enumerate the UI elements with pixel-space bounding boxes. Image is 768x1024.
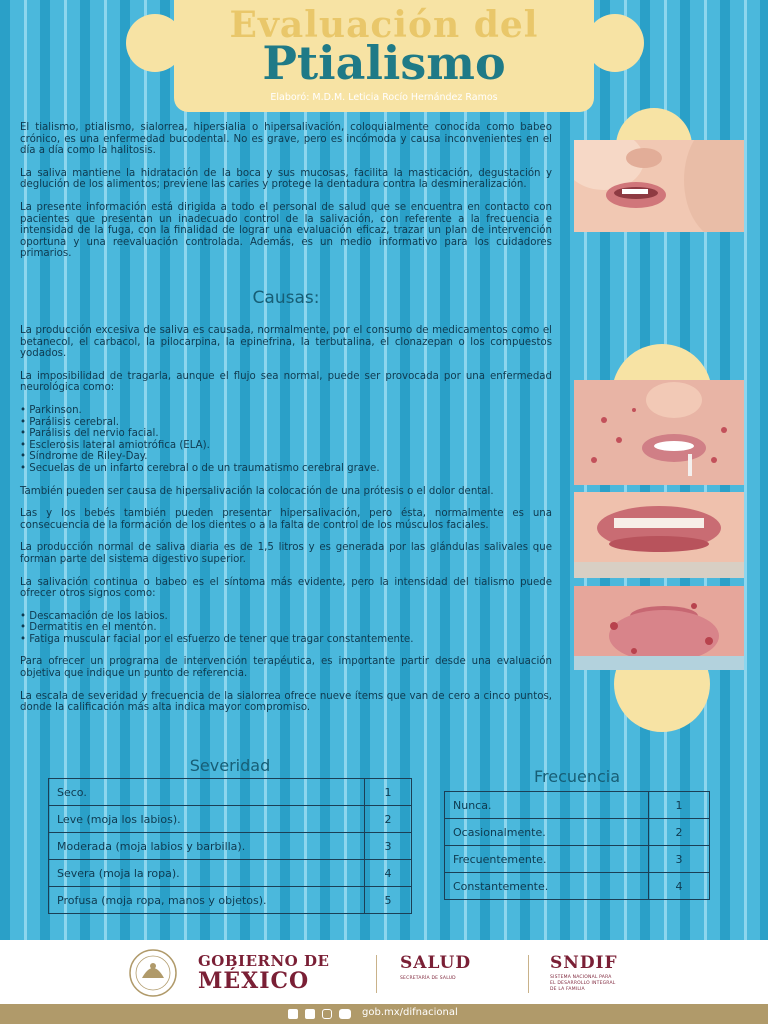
logo-divider [376, 955, 377, 993]
photo-lip-desquamation [574, 492, 744, 578]
severity-score: 2 [365, 806, 412, 833]
frequency-label: Ocasionalmente. [445, 819, 649, 846]
frequency-score: 1 [649, 792, 710, 819]
list-item: • Dermatitis en el mentón. [20, 622, 157, 634]
list-item: • Descamación de los labios. [20, 610, 168, 622]
list-item: • Fatiga muscular facial por el esfuerzo de tener que tragar constantemente. [20, 633, 414, 645]
title-line-1: Evaluación del [229, 4, 539, 46]
severity-score: 3 [365, 833, 412, 860]
frequency-title: Frecuencia [533, 767, 621, 786]
intro-paragraph-2: La saliva mantiene la hidratación de la boca y sus mucosas, facilita la masticación, degustación y deglución de los alimentos; previene las caries y protege la dentadura contra la desmineralización. [20, 167, 552, 191]
list-item: • Parkinson. [20, 404, 82, 416]
table-row [445, 792, 710, 819]
decorative-circle [586, 14, 644, 72]
table-row [49, 860, 412, 887]
causes-paragraph-5: La producción normal de saliva diaria es de 1,5 litros y es generada por las glándulas salivales que forman parte del sistema digestivo superior. [20, 542, 552, 565]
table-row [49, 887, 412, 914]
logo-divider [528, 955, 529, 993]
signs-list [20, 611, 552, 646]
severity-label: Seco. [49, 779, 365, 806]
gobierno-logo-line-2: MÉXICO [198, 968, 310, 994]
social-bar [0, 1004, 768, 1024]
table-row [49, 833, 412, 860]
severity-title: Severidad [189, 756, 271, 775]
severity-label: Moderada (moja labios y barbilla). [49, 833, 365, 860]
author-credit: Elaboró: M.D.M. Leticia Rocío Hernández Ramos [270, 92, 498, 103]
frequency-score: 3 [649, 846, 710, 873]
causes-paragraph-4: Las y los bebés también pueden presentar hipersalivación, pero ésta, normalmente es una consecuencia de la formación de los dientes o a la falta de control de los músculos faciales. [20, 508, 552, 531]
gobierno-logo-line-1: GOBIERNO DE [198, 952, 330, 970]
intro-section [20, 122, 552, 260]
social-handle-link[interactable]: gob.mx/difnacional [362, 1007, 458, 1018]
sndif-logo: SNDIF [550, 953, 618, 973]
sndif-subtitle-1: SISTEMA NACIONAL PARA [550, 975, 612, 980]
severity-label: Leve (moja los labios). [49, 806, 365, 833]
frequency-label: Constantemente. [445, 873, 649, 900]
footer [0, 940, 768, 1004]
national-seal-icon [118, 948, 188, 998]
instagram-icon[interactable] [322, 1009, 332, 1019]
photo-chin-dermatitis [574, 586, 744, 670]
intro-paragraph-3: La presente información está dirigida a todo el personal de salud que se encuentra en contacto con pacientes que presentan un inadecuado control de la salivación, con referente a la frecuencia e intensidad de la fuga, con la finalidad de lograr una evaluación eficaz, trazar un plan de intervención oportuna y una reevaluación controlada. Además, es un medio informativo para los cuidadores primarios. [20, 201, 552, 260]
list-item: • Parálisis del nervio facial. [20, 428, 159, 440]
causes-paragraph-8: La escala de severidad y frecuencia de la sialorrea ofrece nueve ítems que van de cero a cinco puntos, donde la calificación más alta indica mayor compromiso. [20, 690, 552, 714]
table-row [445, 819, 710, 846]
frequency-table [444, 791, 710, 900]
causes-paragraph-7: Para ofrecer un programa de intervención terapéutica, es importante partir desde una evaluación objetiva que indique un punto de referencia. [20, 656, 552, 680]
sndif-subtitle-2: EL DESARROLLO INTEGRAL [550, 981, 616, 986]
table-row [445, 846, 710, 873]
severity-score: 4 [365, 860, 412, 887]
table-row [49, 779, 412, 806]
severity-score: 1 [365, 779, 412, 806]
youtube-icon[interactable] [339, 1009, 351, 1019]
severity-table [48, 778, 412, 914]
list-item: • Secuelas de un infarto cerebral o de un traumatismo cerebral grave. [20, 462, 380, 474]
causes-section [20, 325, 552, 714]
frequency-score: 4 [649, 873, 710, 900]
causes-paragraph-6: La salivación continua o babeo es el síntoma más evidente, pero la intensidad del tialismo puede ofrecer otros signos como: [20, 576, 552, 600]
frequency-score: 2 [649, 819, 710, 846]
salud-subtitle: SECRETARÍA DE SALUD [400, 976, 456, 981]
table-row [49, 806, 412, 833]
causes-paragraph-2: La imposibilidad de tragarla, aunque el flujo sea normal, puede ser provocada por una enfermedad neurológica como: [20, 370, 552, 394]
neurological-list [20, 405, 552, 475]
list-item: • Parálisis cerebral. [20, 416, 120, 428]
facebook-icon[interactable] [288, 1009, 298, 1019]
list-item: • Esclerosis lateral amiotrófica (ELA). [20, 439, 210, 451]
list-item: • Síndrome de Riley-Day. [20, 451, 148, 463]
salud-logo: SALUD [400, 953, 472, 973]
frequency-label: Nunca. [445, 792, 649, 819]
intro-paragraph-1: El tialismo, ptialismo, sialorrea, hipersialia o hipersalivación, coloquialmente conocida como babeo crónico, es una enfermedad bucodental. No es grave, pero es incómoda y causa inconvenientes en el día a día como la halitosis. [20, 122, 552, 157]
causes-paragraph-3: También pueden ser causa de hipersalivación la colocación de una prótesis o el dolor dental. [20, 485, 494, 497]
severity-score: 5 [365, 887, 412, 914]
severity-label: Profusa (moja ropa, manos y objetos). [49, 887, 365, 914]
twitter-icon[interactable] [305, 1009, 315, 1019]
severity-label: Severa (moja la ropa). [49, 860, 365, 887]
table-row [445, 873, 710, 900]
causes-title: Causas: [252, 288, 320, 308]
sndif-subtitle-3: DE LA FAMILIA [550, 987, 585, 992]
photo-drooling-child-2 [574, 380, 744, 485]
photo-drooling-child-1 [574, 140, 744, 232]
causes-paragraph-1: La producción excesiva de saliva es causada, normalmente, por el consumo de medicamentos como el betanecol, el carbacol, la pilocarpina, la epinefrina, la terbutalina, el clonazepan o los compuestos yodados. [20, 325, 552, 360]
title-line-2: Ptialismo [262, 36, 506, 90]
frequency-label: Frecuentemente. [445, 846, 649, 873]
